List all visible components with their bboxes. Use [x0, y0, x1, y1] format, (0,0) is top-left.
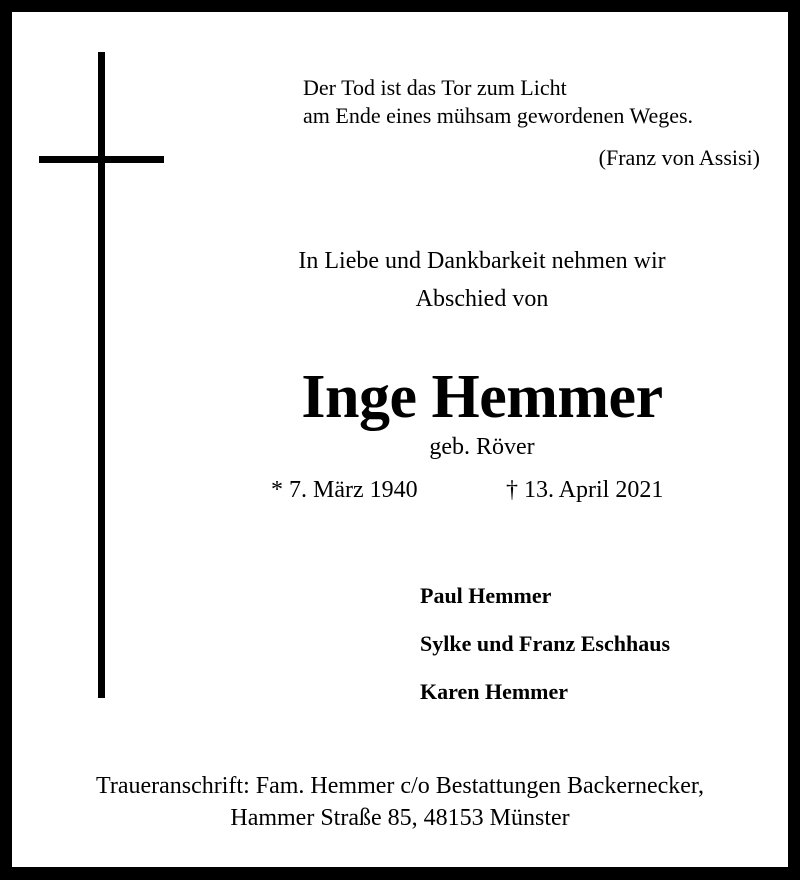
deceased-name: Inge Hemmer — [301, 363, 663, 431]
quote-line: Der Tod ist das Tor zum Licht — [303, 75, 567, 100]
birth-date: * 7. März 1940 — [271, 477, 418, 503]
quote-author: (Franz von Assisi) — [598, 145, 760, 170]
address-line: Hammer Straße 85, 48153 Münster — [230, 805, 570, 831]
mourning-address — [12, 770, 788, 834]
intro-line: In Liebe und Dankbarkeit nehmen wir — [298, 248, 666, 274]
address-line: Traueranschrift: Fam. Hemmer c/o Bestattungen Backernecker, — [96, 773, 704, 799]
quote-line: am Ende eines mühsam gewordenen Weges. — [303, 103, 694, 128]
intro-text — [152, 242, 800, 318]
cross-icon — [98, 52, 105, 698]
mourners-list — [420, 572, 670, 716]
obituary-notice — [12, 12, 788, 867]
mourner-name: Karen Hemmer — [420, 679, 569, 704]
quote — [303, 74, 693, 130]
intro-line: Abschied von — [415, 286, 549, 312]
cross-icon-crossbar — [39, 156, 164, 163]
mourner-name: Sylke und Franz Eschhaus — [420, 631, 671, 656]
death-date: † 13. April 2021 — [506, 477, 664, 503]
maiden-name: geb. Röver — [429, 434, 535, 460]
mourner-name: Paul Hemmer — [420, 583, 552, 608]
